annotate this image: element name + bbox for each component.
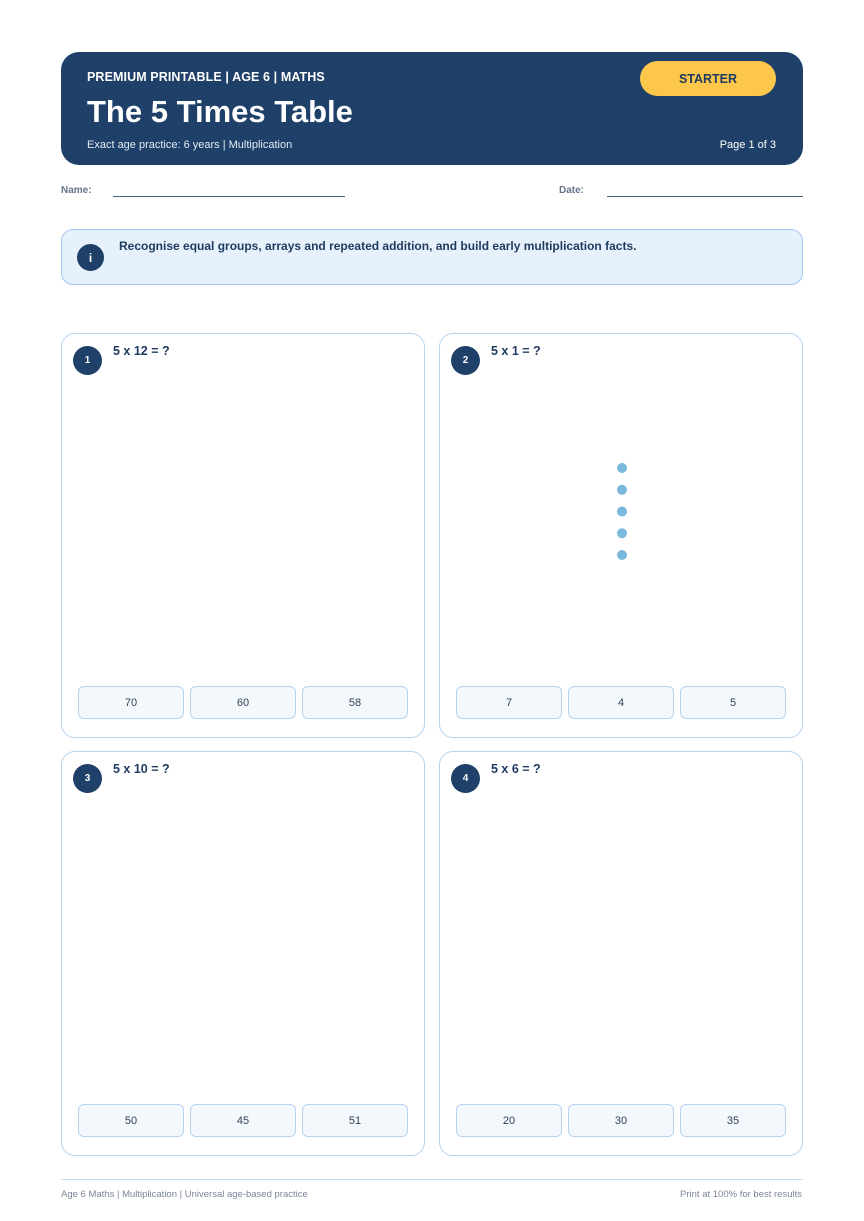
question-number: 1 [73,346,102,375]
name-label: Name: [61,185,92,196]
question-card-4 [439,751,803,1156]
question-card-2 [439,333,803,738]
date-field[interactable] [607,196,803,197]
answer-option[interactable]: 30 [568,1104,674,1137]
answer-option[interactable]: 5 [680,686,786,719]
answer-option[interactable]: 7 [456,686,562,719]
counting-dot [617,485,627,495]
info-box [61,229,803,285]
question-prompt: 5 x 12 = ? [113,344,170,358]
answer-options [78,686,408,720]
question-number: 4 [451,764,480,793]
worksheet-header [61,52,803,165]
date-label: Date: [559,185,585,196]
footer-text: Age 6 Maths | Multiplication | Universal age-based practice [61,1189,308,1200]
answer-option[interactable]: 60 [190,686,296,719]
question-card-3 [61,751,425,1156]
answer-option[interactable]: 45 [190,1104,296,1137]
level-badge: STARTER [640,61,776,96]
name-field[interactable] [113,196,345,197]
answer-options [456,686,786,720]
counting-dot [617,463,627,473]
question-prompt: 5 x 6 = ? [491,762,541,776]
question-prompt: 5 x 10 = ? [113,762,170,776]
counting-dot [617,550,627,560]
page-indicator: Page 1 of 3 [719,139,776,151]
answer-options [78,1104,408,1138]
header-eyebrow: PREMIUM PRINTABLE | AGE 6 | MATHS [87,70,325,84]
question-number: 2 [451,346,480,375]
counting-dot [617,507,627,517]
answer-option[interactable]: 50 [78,1104,184,1137]
answer-option[interactable]: 58 [302,686,408,719]
answer-option[interactable]: 70 [78,686,184,719]
question-number: 3 [73,764,102,793]
answer-option[interactable]: 20 [456,1104,562,1137]
question-card-1 [61,333,425,738]
answer-option[interactable]: 35 [680,1104,786,1137]
header-subtitle: Exact age practice: 6 years | Multiplication [87,139,293,151]
counting-dot [617,528,627,538]
answer-option[interactable]: 51 [302,1104,408,1137]
info-icon: i [77,244,104,271]
counting-dots [440,334,804,739]
page-title: The 5 Times Table [87,94,353,129]
answer-option[interactable]: 4 [568,686,674,719]
info-text: Recognise equal groups, arrays and repeated addition, and build early multiplication facts. [119,239,637,253]
footer-divider [61,1179,803,1180]
question-prompt: 5 x 1 = ? [491,344,541,358]
answer-options [456,1104,786,1138]
print-hint: Print at 100% for best results [680,1189,802,1200]
